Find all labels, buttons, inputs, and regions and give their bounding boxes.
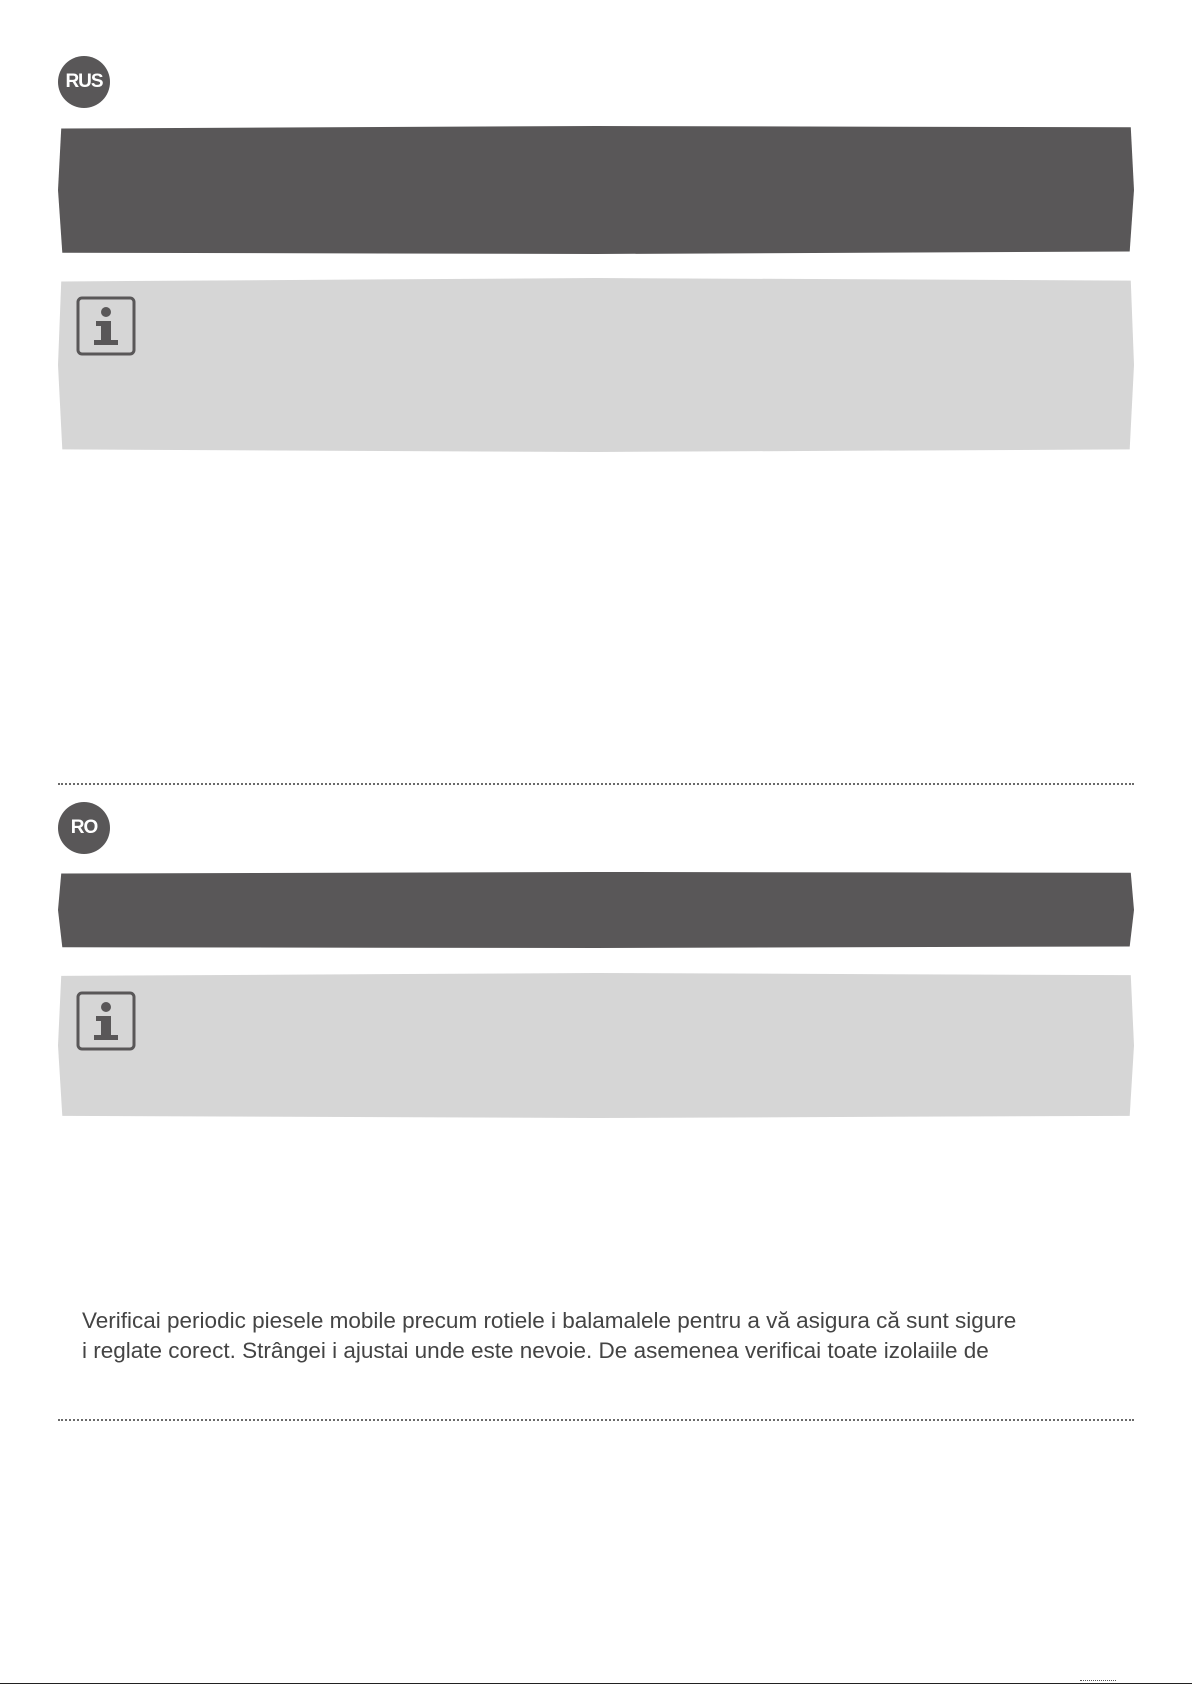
info-box-ro	[58, 973, 1134, 1118]
language-badge-rus: RUS	[58, 56, 110, 108]
info-icon	[76, 991, 136, 1051]
maintenance-paragraph	[82, 1306, 1122, 1366]
info-box-rus	[58, 278, 1134, 452]
language-badge-ro: RO	[58, 802, 110, 854]
section-divider	[58, 1419, 1134, 1421]
page-bottom-mark	[1080, 1680, 1116, 1684]
page-bottom-rule	[0, 1683, 1192, 1684]
section-header-band-rus	[58, 126, 1134, 254]
section-divider	[58, 783, 1134, 785]
section-header-band-ro	[58, 872, 1134, 948]
paragraph-line: i reglate corect. Strângei i ajustai unde este nevoie. De asemenea verificai toate izolaiile de	[82, 1338, 989, 1363]
paragraph-line: Verificai periodic piesele mobile precum rotiele i balamalele pentru a vă asigura că sunt sigure	[82, 1308, 1017, 1333]
info-icon	[76, 296, 136, 356]
